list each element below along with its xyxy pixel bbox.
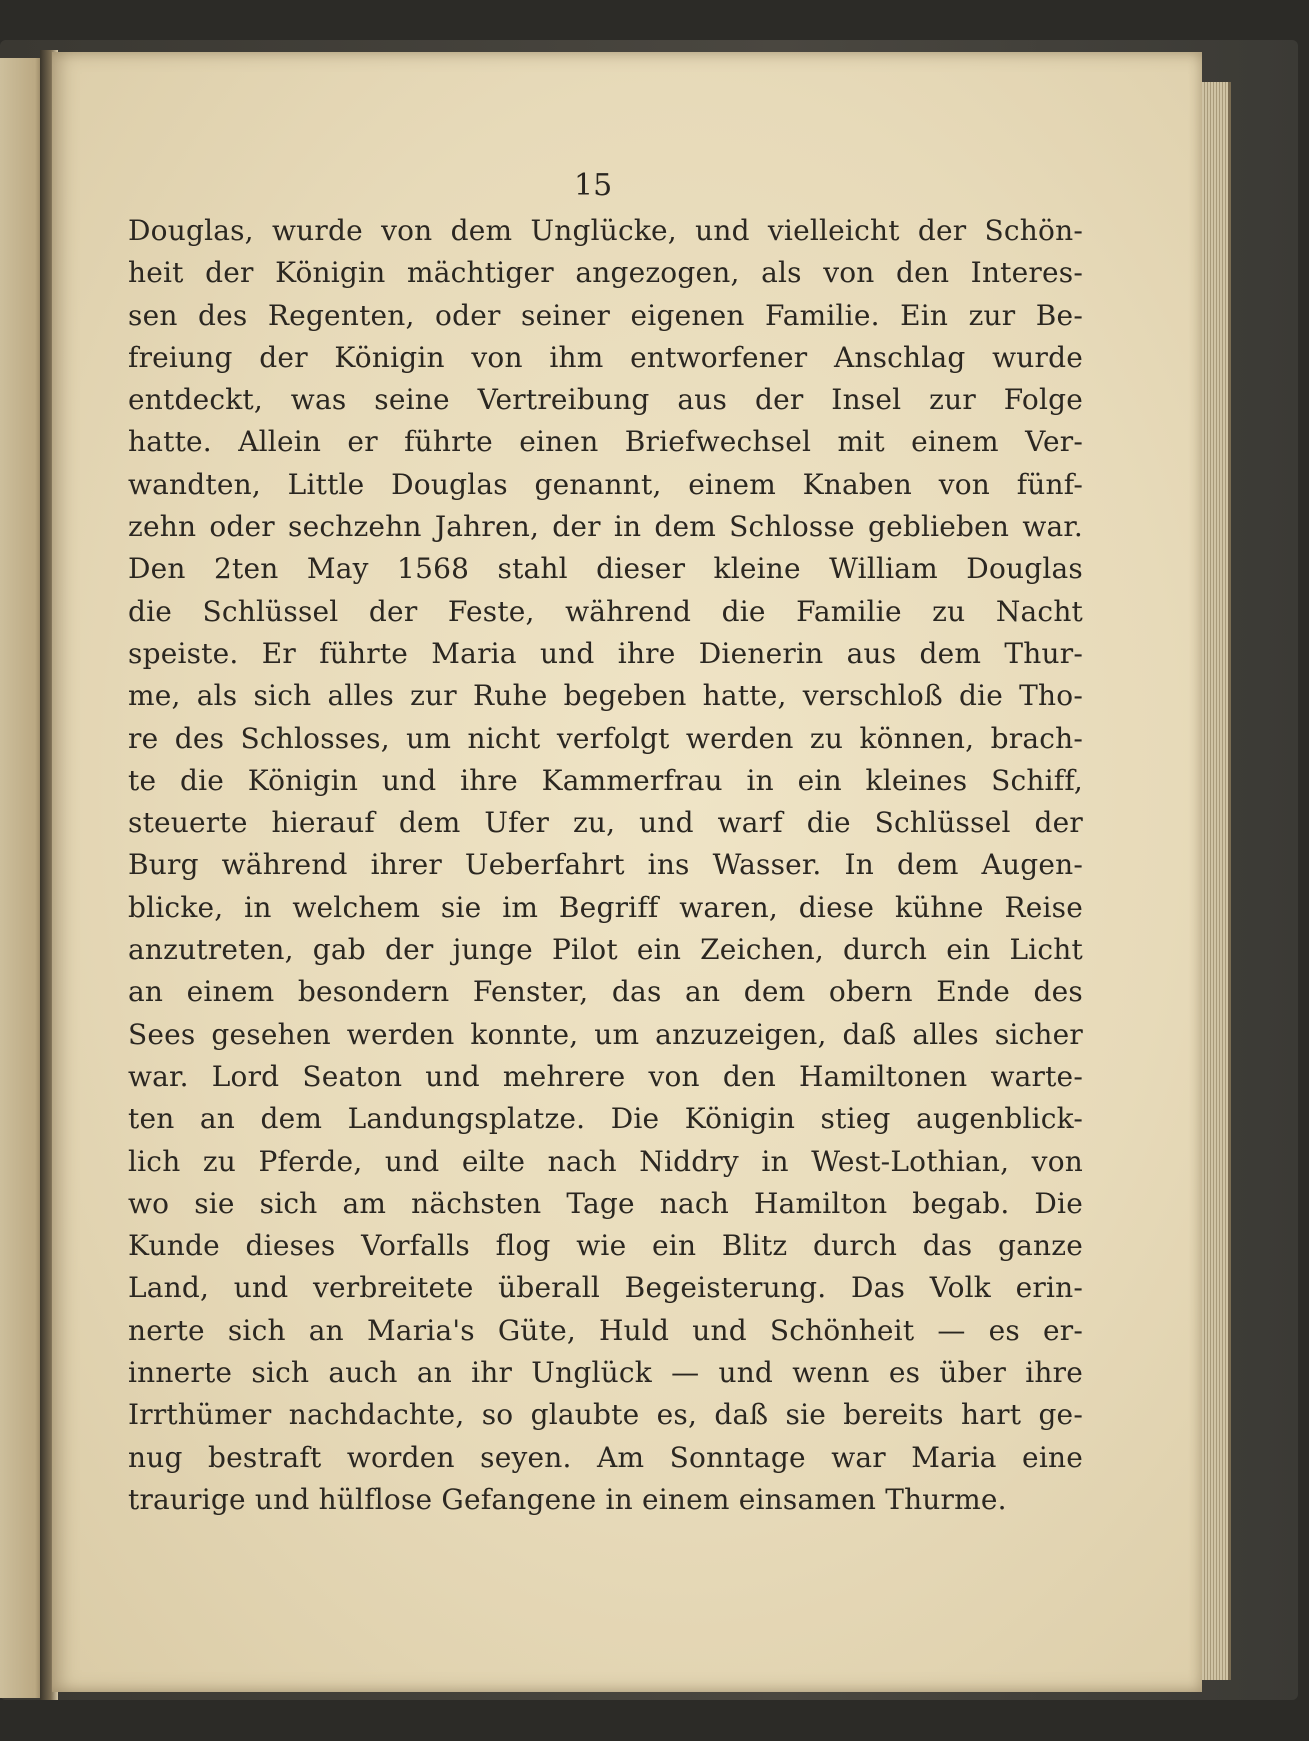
- text-line: nerte sich an Maria's Güte, Huld und Schönheit — es er-: [128, 1313, 1083, 1347]
- page-number: 15: [574, 168, 613, 203]
- text-line: ten an dem Landungsplatze. Die Königin stieg augenblick-: [128, 1102, 1083, 1136]
- text-line: me, als sich alles zur Ruhe begeben hatte, verschloß die Tho-: [128, 679, 1083, 713]
- text-line: blicke, in welchem sie im Begriff waren, diese kühne Reise: [128, 890, 1083, 924]
- text-line: Sees gesehen werden konnte, um anzuzeigen, daß alles sicher: [128, 1017, 1083, 1051]
- text-line: hatte. Allein er führte einen Briefwechsel mit einem Ver-: [128, 425, 1083, 459]
- text-line: zehn oder sechzehn Jahren, der in dem Schlosse geblieben war.: [128, 510, 1083, 544]
- text-line: entdeckt, was seine Vertreibung aus der Insel zur Folge: [128, 383, 1083, 417]
- text-line: innerte sich auch an ihr Unglück — und wenn es über ihre: [128, 1356, 1083, 1390]
- text-line: Land, und verbreitete überall Begeisterung. Das Volk erin-: [128, 1271, 1083, 1305]
- text-line: Den 2ten May 1568 stahl dieser kleine William Douglas: [128, 552, 1083, 586]
- text-line: an einem besondern Fenster, das an dem obern Ende des: [128, 975, 1083, 1009]
- text-line: anzutreten, gab der junge Pilot ein Zeichen, durch ein Licht: [128, 933, 1083, 967]
- text-line: speiste. Er führte Maria und ihre Dienerin aus dem Thur-: [128, 636, 1083, 670]
- text-line: Douglas, wurde von dem Unglücke, und vielleicht der Schön-: [128, 214, 1083, 247]
- text-line: te die Königin und ihre Kammerfrau in ein kleines Schiff,: [128, 763, 1083, 797]
- text-line: heit der Königin mächtiger angezogen, als von den Interes-: [128, 256, 1083, 290]
- text-line: wo sie sich am nächsten Tage nach Hamilton begab. Die: [128, 1186, 1083, 1220]
- text-line: wandten, Little Douglas genannt, einem Knaben von fünf-: [128, 467, 1083, 501]
- text-line: nug bestraft worden seyen. Am Sonntage war Maria eine: [128, 1440, 1083, 1474]
- text-line: Burg während ihrer Ueberfahrt ins Wasser. In dem Augen-: [128, 848, 1083, 882]
- text-line: freiung der Königin von ihm entworfener Anschlag wurde: [128, 340, 1083, 374]
- left-page-edge: [0, 58, 44, 1698]
- text-line: sen des Regenten, oder seiner eigenen Familie. Ein zur Be-: [128, 298, 1083, 332]
- text-line: die Schlüssel der Feste, während die Familie zu Nacht: [128, 594, 1083, 628]
- text-line: re des Schlosses, um nicht verfolgt werden zu können, brach-: [128, 721, 1083, 755]
- text-line: Irrthümer nachdachte, so glaubte es, daß sie bereits hart ge-: [128, 1398, 1083, 1432]
- text-block: [128, 210, 1083, 1521]
- text-line: Kunde dieses Vorfalls flog wie ein Blitz durch das ganze: [128, 1229, 1083, 1263]
- text-line: traurige und hülflose Gefangene in einem einsamen Thurme.: [128, 1482, 1007, 1516]
- text-line: war. Lord Seaton und mehrere von den Hamiltonen warte-: [128, 1059, 1083, 1093]
- text-line: steuerte hierauf dem Ufer zu, und warf die Schlüssel der: [128, 806, 1083, 840]
- text-line: lich zu Pferde, und eilte nach Niddry in West-Lothian, von: [128, 1144, 1083, 1178]
